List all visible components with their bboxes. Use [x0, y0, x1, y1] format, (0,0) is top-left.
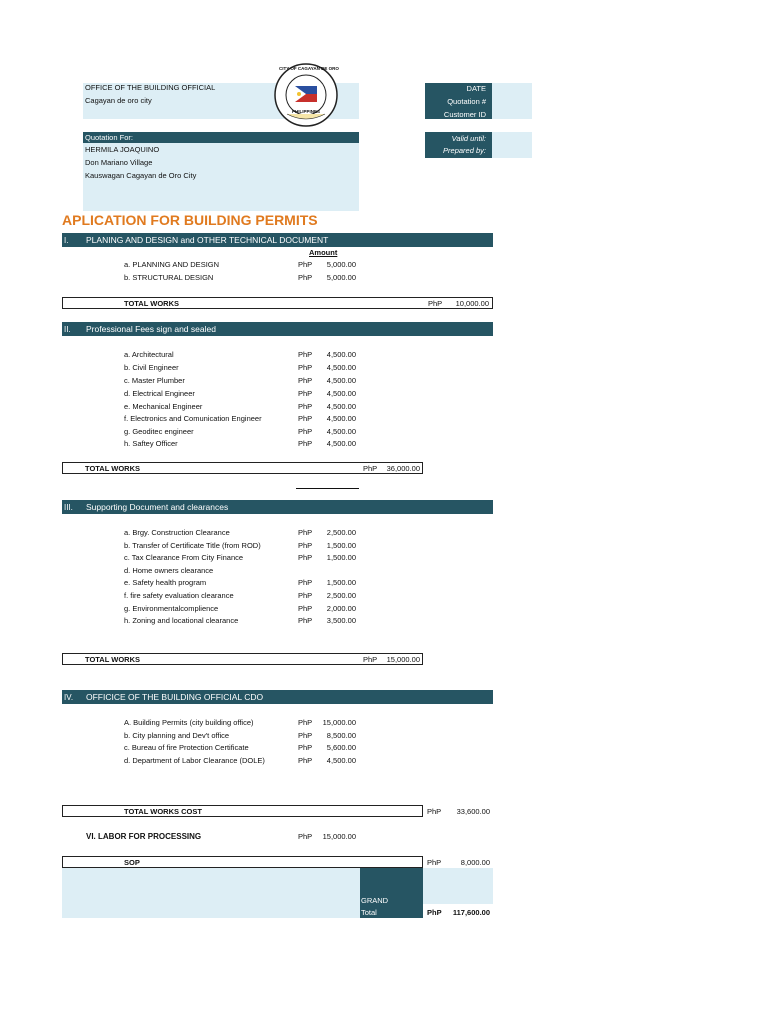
s1-total-amount: 10,000.00 [455, 299, 489, 308]
section-2-number: II. [64, 325, 71, 334]
s2-item-currency: PhP [298, 376, 313, 385]
s4-item-label: b. City planning and Dev't office [124, 731, 230, 740]
grand-total-area [62, 868, 360, 918]
sop-label: SOP [124, 858, 140, 867]
s4-item-currency: PhP [298, 743, 313, 752]
s3-item-currency: PhP [298, 616, 313, 625]
validity-values-box [492, 132, 532, 158]
s2-total-label: TOTAL WORKS [85, 464, 140, 473]
s2-item-amount: 4,500.00 [326, 427, 356, 436]
total-works-cost-box [62, 805, 423, 817]
s2-item-amount: 4,500.00 [326, 350, 356, 359]
s1-item-label: a. PLANNING AND DESIGN [124, 260, 220, 269]
s1-total-box [62, 297, 493, 309]
s2-total-box [62, 462, 423, 474]
section-4-header [62, 690, 493, 704]
section-2-header [62, 322, 493, 336]
s4-item-amount: 8,500.00 [326, 731, 356, 740]
s2-item-label: a. Architectural [124, 350, 174, 359]
section-2-title: Professional Fees sign and sealed [86, 324, 216, 334]
grand-total-amount: 117,600.00 [452, 908, 490, 917]
section-1-title: PLANING AND DESIGN and OTHER TECHNICAL DOCUMENT [86, 235, 329, 245]
prepared-by-label: Prepared by: [443, 146, 486, 155]
s1-item-amount: 5,000.00 [326, 260, 356, 269]
s1-total-label: TOTAL WORKS [124, 299, 179, 308]
s3-item-currency: PhP [298, 553, 313, 562]
s4-item-currency: PhP [298, 718, 313, 727]
s3-item-label: g. Environmentalcomplience [124, 604, 219, 613]
seal-text-bottom: PHILIPPINES [291, 109, 320, 114]
s4-item-currency: PhP [298, 756, 313, 765]
s2-item-label: e. Mechanical Engineer [124, 402, 203, 411]
s4-item-label: d. Department of Labor Clearance (DOLE) [124, 756, 265, 765]
section-3-title: Supporting Document and clearances [86, 502, 229, 512]
s1-item-amount: 5,000.00 [326, 273, 356, 282]
section-3-header [62, 500, 493, 514]
s3-item-label: c. Tax Clearance From City Finance [124, 553, 244, 562]
s1-item-currency: PhP [298, 273, 313, 282]
s3-item-amount: 2,000.00 [326, 604, 356, 613]
seal-icon [273, 62, 339, 128]
s3-item-amount: 1,500.00 [326, 553, 356, 562]
meta-values-box [492, 83, 532, 119]
city-seal [273, 62, 339, 128]
customer-address-1: Don Mariano Village [85, 158, 153, 167]
section-1-header [62, 233, 493, 247]
document-title: APLICATION FOR BUILDING PERMITS [62, 212, 318, 228]
sop-box [62, 856, 423, 868]
total-works-cost-amount: 33,600.00 [456, 807, 490, 816]
section-1-number: I. [64, 236, 69, 245]
s2-item-label: h. Saftey Officer [124, 439, 178, 448]
s4-item-label: c. Bureau of fire Protection Certificate [124, 743, 249, 752]
section-3-number: III. [64, 503, 73, 512]
s3-total-box [62, 653, 423, 665]
s2-item-label: d. Electrical Engineer [124, 389, 195, 398]
s1-total-currency: PhP [428, 299, 443, 308]
s2-item-currency: PhP [298, 427, 313, 436]
s1-item-currency: PhP [298, 260, 313, 269]
divider-line [296, 488, 359, 489]
s2-item-amount: 4,500.00 [326, 402, 356, 411]
s3-item-currency: PhP [298, 591, 313, 600]
s2-item-currency: PhP [298, 363, 313, 372]
s3-item-amount: 1,500.00 [326, 578, 356, 587]
s4-item-amount: 5,600.00 [326, 743, 356, 752]
s3-item-label: f. fire safety evaluation clearance [124, 591, 234, 600]
grand-total-label-2: Total [361, 908, 377, 917]
s3-item-currency: PhP [298, 604, 313, 613]
s3-item-label: d. Home owners clearance [124, 566, 214, 575]
s3-item-amount: 2,500.00 [326, 528, 356, 537]
section-4-number: IV. [64, 693, 74, 702]
s4-item-currency: PhP [298, 731, 313, 740]
labor-amount: 15,000.00 [322, 832, 356, 841]
s2-item-currency: PhP [298, 389, 313, 398]
s3-item-amount: 3,500.00 [326, 616, 356, 625]
s1-item-label: b. STRUCTURAL DESIGN [124, 273, 214, 282]
s2-item-currency: PhP [298, 402, 313, 411]
s3-item-label: a. Brgy. Construction Clearance [124, 528, 230, 537]
s2-item-amount: 4,500.00 [326, 376, 356, 385]
labor-currency: PhP [298, 832, 313, 841]
s4-item-amount: 4,500.00 [326, 756, 356, 765]
s3-item-amount: 1,500.00 [326, 541, 356, 550]
s3-total-amount: 15,000.00 [386, 655, 420, 664]
total-works-cost-label: TOTAL WORKS COST [124, 807, 202, 816]
s2-item-currency: PhP [298, 439, 313, 448]
s4-item-amount: 15,000.00 [322, 718, 356, 727]
labor-processing-label: VI. LABOR FOR PROCESSING [86, 832, 202, 841]
s2-item-currency: PhP [298, 414, 313, 423]
s2-item-currency: PhP [298, 350, 313, 359]
customer-address-2: Kauswagan Cagayan de Oro City [85, 171, 197, 180]
total-works-cost-currency: PhP [427, 807, 442, 816]
section-4-title: OFFICICE OF THE BUILDING OFFICIAL CDO [86, 692, 264, 702]
office-name: OFFICE OF THE BUILDING OFFICIAL [85, 83, 216, 92]
s2-item-amount: 4,500.00 [326, 363, 356, 372]
quotation-for-label: Quotation For: [85, 133, 133, 142]
grand-total-side-box [423, 868, 493, 904]
s3-item-currency: PhP [298, 541, 313, 550]
s2-item-amount: 4,500.00 [326, 439, 356, 448]
date-label: DATE [466, 84, 486, 93]
s3-item-currency: PhP [298, 528, 313, 537]
s3-item-label: h. Zoning and locational clearance [124, 616, 239, 625]
grand-total-label-1: GRAND [361, 896, 389, 905]
customer-name: HERMILA JOAQUINO [85, 145, 160, 154]
grand-total-currency: PhP [427, 908, 442, 917]
s2-total-amount: 36,000.00 [386, 464, 420, 473]
s3-item-currency: PhP [298, 578, 313, 587]
sop-currency: PhP [427, 858, 442, 867]
s2-total-currency: PhP [363, 464, 378, 473]
s2-item-label: g. Geoditec engineer [124, 427, 194, 436]
customer-id-label: Customer ID [443, 110, 486, 119]
s3-item-amount: 2,500.00 [326, 591, 356, 600]
s2-item-label: b. Civil Engineer [124, 363, 179, 372]
s2-item-amount: 4,500.00 [326, 414, 356, 423]
s2-item-amount: 4,500.00 [326, 389, 356, 398]
amount-header: Amount [309, 248, 338, 257]
quotation-number-label: Quotation # [447, 97, 486, 106]
s3-item-label: b. Transfer of Certificate Title (from ROD) [124, 541, 261, 550]
sop-amount: 8,000.00 [460, 858, 490, 867]
s3-total-label: TOTAL WORKS [85, 655, 140, 664]
office-city: Cagayan de oro city [85, 96, 152, 105]
s2-item-label: f. Electronics and Comunication Engineer [124, 414, 262, 423]
seal-text-top: CITY OF CAGAYAN DE ORO [279, 66, 339, 71]
valid-until-label: Valid until: [451, 134, 486, 143]
s3-item-label: e. Safety health program [124, 578, 207, 587]
s3-total-currency: PhP [363, 655, 378, 664]
s4-item-label: A. Building Permits (city building office) [124, 718, 254, 727]
s2-item-label: c. Master Plumber [124, 376, 185, 385]
